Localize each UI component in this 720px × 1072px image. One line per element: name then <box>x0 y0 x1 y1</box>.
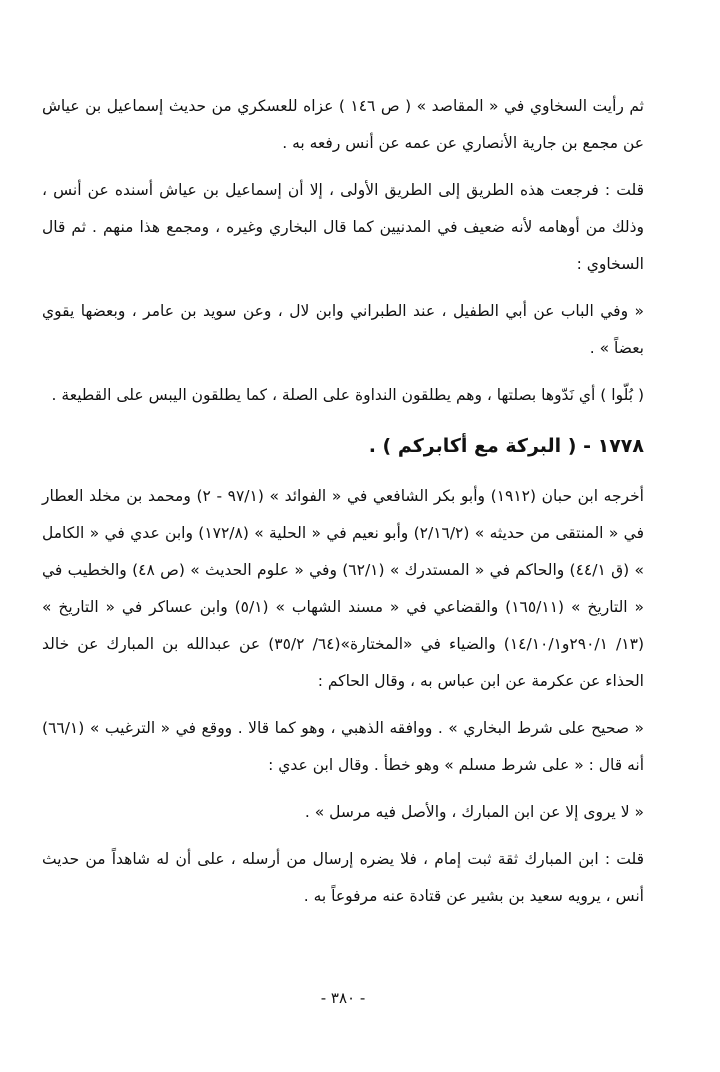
paragraph-author-comment: قلت : فرجعت هذه الطريق إلى الطريق الأولى ، إلا أن إسماعيل بن عياش أسنده عن أنس ، وذلك من أوهامه لأنه ضعيف في المدنيين كما قال البخاري وغيره ، ومجمع هذا منهم . ثم قال السخاوي : <box>42 181 644 273</box>
hadith-heading: ١٧٧٨ - ( البركة مع أكابركم ) . <box>368 435 644 457</box>
paragraph-takhrij-sources: أخرجه ابن حبان (١٩١٢) وأبو بكر الشافعي في « الفوائد » (٩٧/١ - ٢) ومحمد بن مخلد العطار في « المنتقى من حديثه » (٢/١٦/٢) وأبو نعيم في « الحلية » (١٧٢/٨) وابن عدي في « الكامل » (ق ٤٤/١) والحاكم في « المستدرك » (٦٢/١) وفي « علوم الحديث » (ص ٤٨) والخطيب في « التاريخ » (١٦٥/١١) والقضاعي في « مسند الشهاب » (٥/١) وابن عساكر في « التاريخ » (١٣/ ٢٩٠/١و١٤/١٠/١) والضياء في «المختارة»(٦٤/ ٣٥/٢) عن عبدالله بن المبارك عن خالد الحذاء عن عكرمة عن ابن عباس به ، وقال الحاكم : <box>42 487 645 690</box>
paragraph-word-explanation: ( بُلّوا ) أي نَدّوها بصلتها ، وهم يطلقون النداوة على الصلة ، كما يطلقون اليبس على القطيعة . <box>51 386 644 404</box>
page-number: - ٣٨٠ - <box>320 989 366 1007</box>
paragraph-author-conclusion: قلت : ابن المبارك ثقة ثبت إمام ، فلا يضره إرسال من أرسله ، على أن له شاهداً من حديث أنس ، يرويه سعيد بن بشير عن قتادة عنه مرفوعاً به . <box>42 850 644 905</box>
paragraph-sakhawi-quote: « وفي الباب عن أبي الطفيل ، عند الطبراني وابن لال ، وعن سويد بن عامر ، وبعضها يقوي بعضاً » . <box>42 302 644 357</box>
book-page <box>42 88 644 1058</box>
paragraph-sakhawi-attribution: ثم رأيت السخاوي في « المقاصد » ( ص ١٤٦ ) عزاه للعسكري من حديث إسماعيل بن عياش عن مجمع بن جارية الأنصاري عن عمه عن أنس رفعه به . <box>42 97 644 152</box>
paragraph-hakim-ruling: « صحيح على شرط البخاري » . ووافقه الذهبي ، وهو كما قالا . ووقع في « الترغيب » (٦٦/١) أنه قال : « على شرط مسلم » وهو خطأ . وقال ابن عدي : <box>42 719 644 774</box>
paragraph-ibn-adi-quote: « لا يروى إلا عن ابن المبارك ، والأصل فيه مرسل » . <box>304 803 644 821</box>
